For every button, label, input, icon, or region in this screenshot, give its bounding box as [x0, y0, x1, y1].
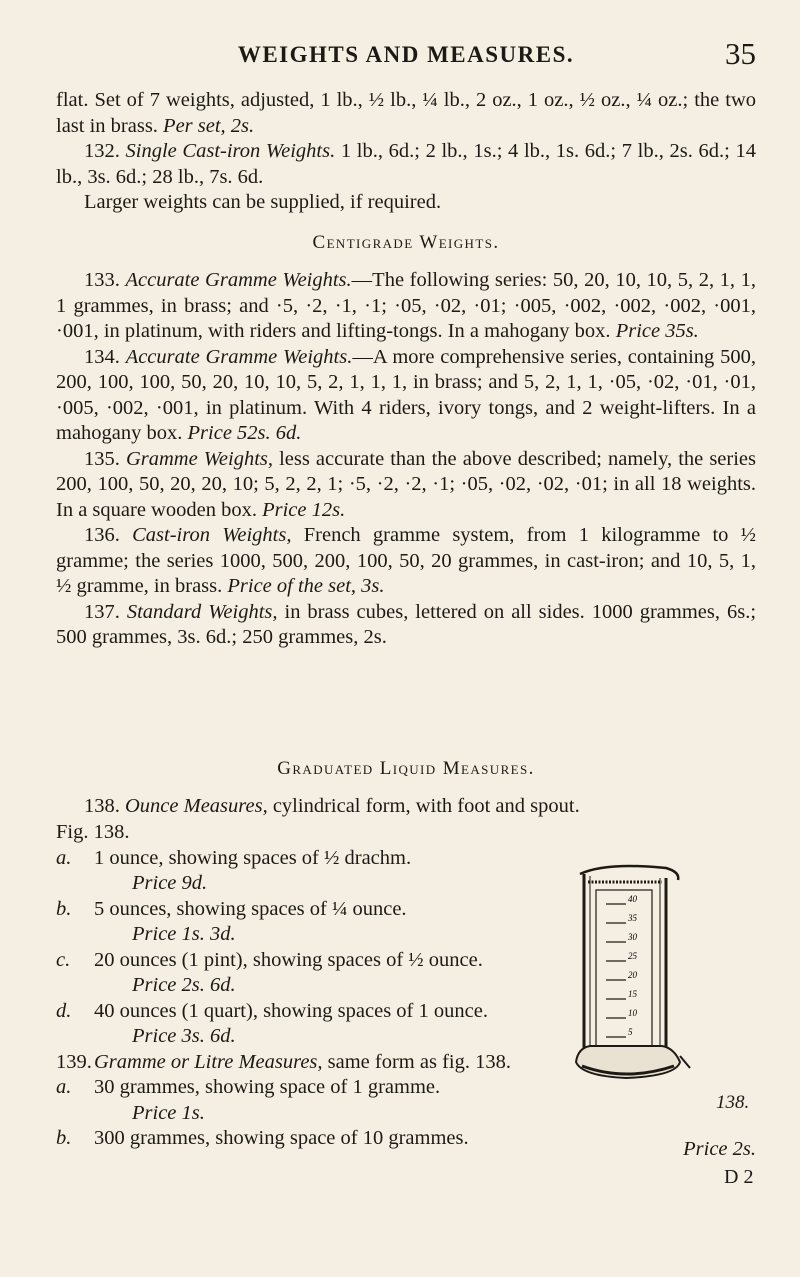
item-number: 134.	[84, 345, 120, 368]
graduation-label: 35	[628, 913, 637, 923]
price: Per set, 2s.	[163, 114, 255, 137]
header-title: WEIGHTS AND MEASURES.	[237, 42, 575, 67]
graduation-label: 10	[628, 1008, 637, 1018]
page-number: 35	[725, 36, 756, 71]
item-title: Gramme Weights,	[125, 447, 274, 470]
item-138-heading	[56, 794, 756, 820]
item-key: a.	[56, 846, 72, 869]
price: Price 2s. 6d.	[132, 974, 236, 996]
item-title: Standard Weights,	[126, 600, 278, 623]
graduation-label: 15	[628, 989, 637, 999]
item-text: —A more comprehensive series, containing 500, 200, 100, 100, 50, 20, 10, 10, 5, 2, 1, 1, 1, in brass; and 5, 2, 1, 1, ·05, ·02, ·01, ·01, ·005, ·002, ·001, in platinum. With 4 riders, ivory tongs, and 2 weight-lifters. In a mahogany box.	[56, 345, 756, 444]
price: Price 35s.	[615, 320, 699, 342]
signature-mark: D 2	[724, 1166, 754, 1188]
running-header	[56, 36, 756, 72]
graduation-label: 20	[628, 970, 637, 980]
item-title: Ounce Measures,	[125, 795, 268, 817]
item-number: 136.	[84, 524, 120, 546]
item-text: cylindrical form, with foot and spout.	[272, 795, 580, 817]
item-key: b.	[56, 1127, 72, 1149]
price: Price 1s.	[132, 1101, 205, 1124]
price: Price of the set, 3s.	[227, 575, 385, 597]
text-line: flat. Set of 7 weights, adjusted, 1 lb., ½ lb., ¼ lb., 2 oz., 1 oz., ½ oz., ¼ oz.; the two last in brass.	[56, 89, 756, 137]
item-title: Single Cast-iron Weights.	[125, 140, 336, 162]
price: Price 12s.	[262, 498, 346, 521]
item-key: c.	[56, 948, 71, 971]
list-item	[56, 897, 576, 948]
item-title: Gramme or Litre Measures,	[94, 1050, 323, 1073]
measures-list	[56, 820, 576, 1152]
page	[56, 0, 756, 1277]
graduation-label: 30	[628, 932, 637, 942]
graduation-label: 5	[628, 1027, 633, 1037]
list-item	[56, 948, 576, 999]
list-item	[56, 846, 576, 897]
centigrade-items	[56, 268, 756, 651]
top-paragraph	[56, 88, 756, 216]
item-text: less accurate than the above described; namely, the series 200, 100, 50, 20, 20, 10; 5, 2, 2, 1; ·5, ·2, ·2, ·1; ·05, ·02, ·02, ·01; in all 18 weights. In a square wooden box.	[56, 447, 756, 521]
item-key: d.	[56, 999, 72, 1022]
price: Price 3s. 6d.	[132, 1025, 236, 1047]
measure-glass-figure	[566, 860, 691, 1085]
list-item	[56, 999, 576, 1050]
item-text: same form as fig. 138.	[327, 1050, 511, 1073]
section-heading: Centigrade Weights.	[312, 232, 500, 253]
item-number: 137.	[84, 600, 120, 623]
item-number: 138.	[84, 795, 120, 817]
item-number: 135.	[84, 447, 120, 470]
item-text: 300 grammes, showing space of 10 grammes.	[94, 1127, 469, 1149]
item-text: 5 ounces, showing spaces of ¼ ounce.	[94, 897, 407, 920]
item-key: b.	[56, 897, 72, 920]
price: Price 52s. 6d.	[187, 422, 302, 444]
larger-note: Larger weights can be supplied, if required.	[84, 191, 442, 213]
graduation-label: 25	[628, 951, 637, 961]
list-item	[56, 1126, 576, 1152]
item-title: Cast-iron Weights,	[132, 524, 292, 546]
item-text: 1 ounce, showing spaces of ½ drachm.	[94, 846, 412, 869]
price: Price 2s.	[683, 1138, 756, 1160]
item-number: 133.	[84, 269, 120, 291]
item-text: 30 grammes, showing space of 1 gramme.	[94, 1076, 441, 1098]
figure-label: 138.	[716, 1092, 750, 1113]
price: Price 1s. 3d.	[132, 923, 236, 945]
item-text: in brass cubes, lettered on all sides. 1000 grammes, 6s.; 500 grammes, 3s. 6d.; 250 grammes, 2s.	[56, 600, 757, 648]
item-title: Accurate Gramme Weights.	[125, 345, 353, 368]
price: Price 9d.	[132, 872, 208, 894]
section-heading: Graduated Liquid Measures.	[277, 758, 535, 779]
graduation-label: 40	[628, 894, 637, 904]
item-text: 20 ounces (1 pint), showing spaces of ½ ounce.	[94, 948, 483, 971]
item-title: Accurate Gramme Weights.	[125, 269, 352, 291]
list-item	[56, 1075, 576, 1126]
item-text: —The following series: 50, 20, 10, 10, 5, 2, 1, 1, 1 grammes, in brass; and ·5, ·2, ·1, ·1; ·05, ·02, ·01; ·005, ·002, ·002, ·002, ·001, ·001, in platinum, with riders and lifting-tongs. In a mahogany box.	[56, 269, 756, 342]
item-number: 132.	[84, 140, 120, 162]
item-text: French gramme system, from 1 kilogramme to ½ gramme; the series 1000, 500, 200, 100, 50, 20 grammes, in cast-iron; and 10, 5, 1, ½ gramme, in brass.	[56, 524, 757, 597]
figure-reference: Fig. 138.	[56, 821, 130, 843]
item-key: a.	[56, 1076, 72, 1098]
item-text: 1 lb., 6d.; 2 lb., 1s.; 4 lb., 1s. 6d.; 7 lb., 2s. 6d.; 14 lb., 3s. 6d.; 28 lb., 7s. 6d.	[56, 140, 756, 188]
item-text: 40 ounces (1 quart), showing spaces of 1 ounce.	[94, 999, 488, 1022]
list-item	[56, 1050, 576, 1076]
item-number: 139.	[56, 1050, 92, 1073]
